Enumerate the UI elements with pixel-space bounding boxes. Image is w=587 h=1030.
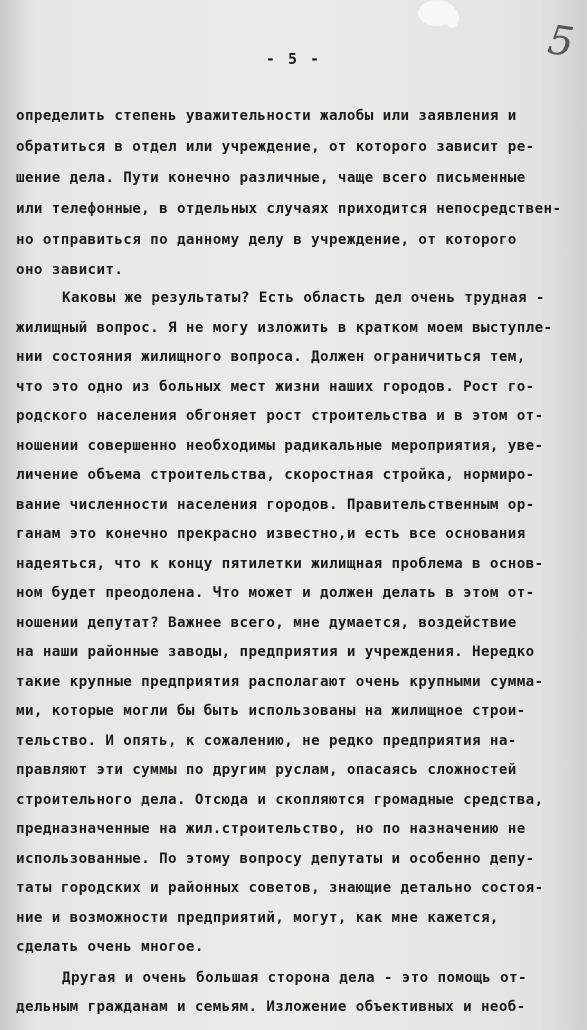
text-line: определить степень уважительности жалобы или заявления и [16,108,517,124]
text-line: сделать очень многое. [16,939,204,955]
text-line: ми, которые могли бы быть использованы на жилищное строи- [16,703,526,719]
text-line: шение дела. Пути конечно различные, чаще всего письменные [16,170,526,186]
text-line: Другая и очень большая сторона дела - это помощь от- [62,970,527,986]
text-line: тельство. И опять, к сожалению, не редко предприятия на- [16,733,517,749]
text-line: обратиться в отдел или учреждение, от которого зависит ре- [16,139,535,155]
handwritten-page-number: 5 [544,17,577,67]
text-line: жилищный вопрос. Я не могу изложить в кратком моем выступле- [16,320,553,336]
page-number: - 5 - [265,50,322,68]
text-line: оно зависит. [16,262,124,278]
text-line: ношении депутат? Важнее всего, мне думается, воздействие [16,615,517,631]
text-line: или телефонные, в отдельных случаях приходится непосредствен- [16,201,562,217]
text-line: но отправиться по данному делу в учреждение, от которого [16,232,517,248]
text-line: вание численности населения городов. Правительственным ор- [16,497,535,513]
text-line: таты городских и районных советов, знающие детально состоя- [16,880,544,896]
text-line: на наши районные заводы, предприятия и учреждения. Нередко [16,644,535,660]
text-line: ние и возможности предприятий, могут, как мне кажется, [16,910,499,926]
text-line: ношении совершенно необходимы радикальные мероприятия, уве- [16,438,544,454]
text-line: такие крупные предприятия располагают очень крупными сумма- [16,674,544,690]
text-line: Каковы же результаты? Есть область дел очень трудная - [62,290,545,306]
text-line: надеяться, что к концу пятилетки жилищная проблема в основ- [16,556,544,572]
text-line: дельным гражданам и семьям. Изложение объективных и необ- [16,999,526,1015]
paper-damage-spot [445,8,459,28]
text-line: родского населения обгоняет рост строительства и в этом от- [16,408,544,424]
text-line: правляют эти суммы по другим руслам, опасаясь сложностей [16,762,517,778]
text-line: нии состояния жилищного вопроса. Должен ограничиться тем, [16,349,526,365]
text-line: предназначенные на жил.строительство, но по назначению не [16,821,526,837]
text-line: использованные. По этому вопросу депутаты и особенно депу- [16,851,535,867]
text-line: строительного дела. Отсюда и скопляются громадные средства, [16,792,544,808]
text-line: ганам это конечно прекрасно известно,и есть все основания [16,526,526,542]
text-line: личение объема строительства, скоростная стройка, нормиро- [16,467,535,483]
text-line: ном будет преодолена. Что может и должен делать в этом от- [16,585,535,601]
text-line: что это одно из больных мест жизни наших городов. Рост го- [16,379,535,395]
